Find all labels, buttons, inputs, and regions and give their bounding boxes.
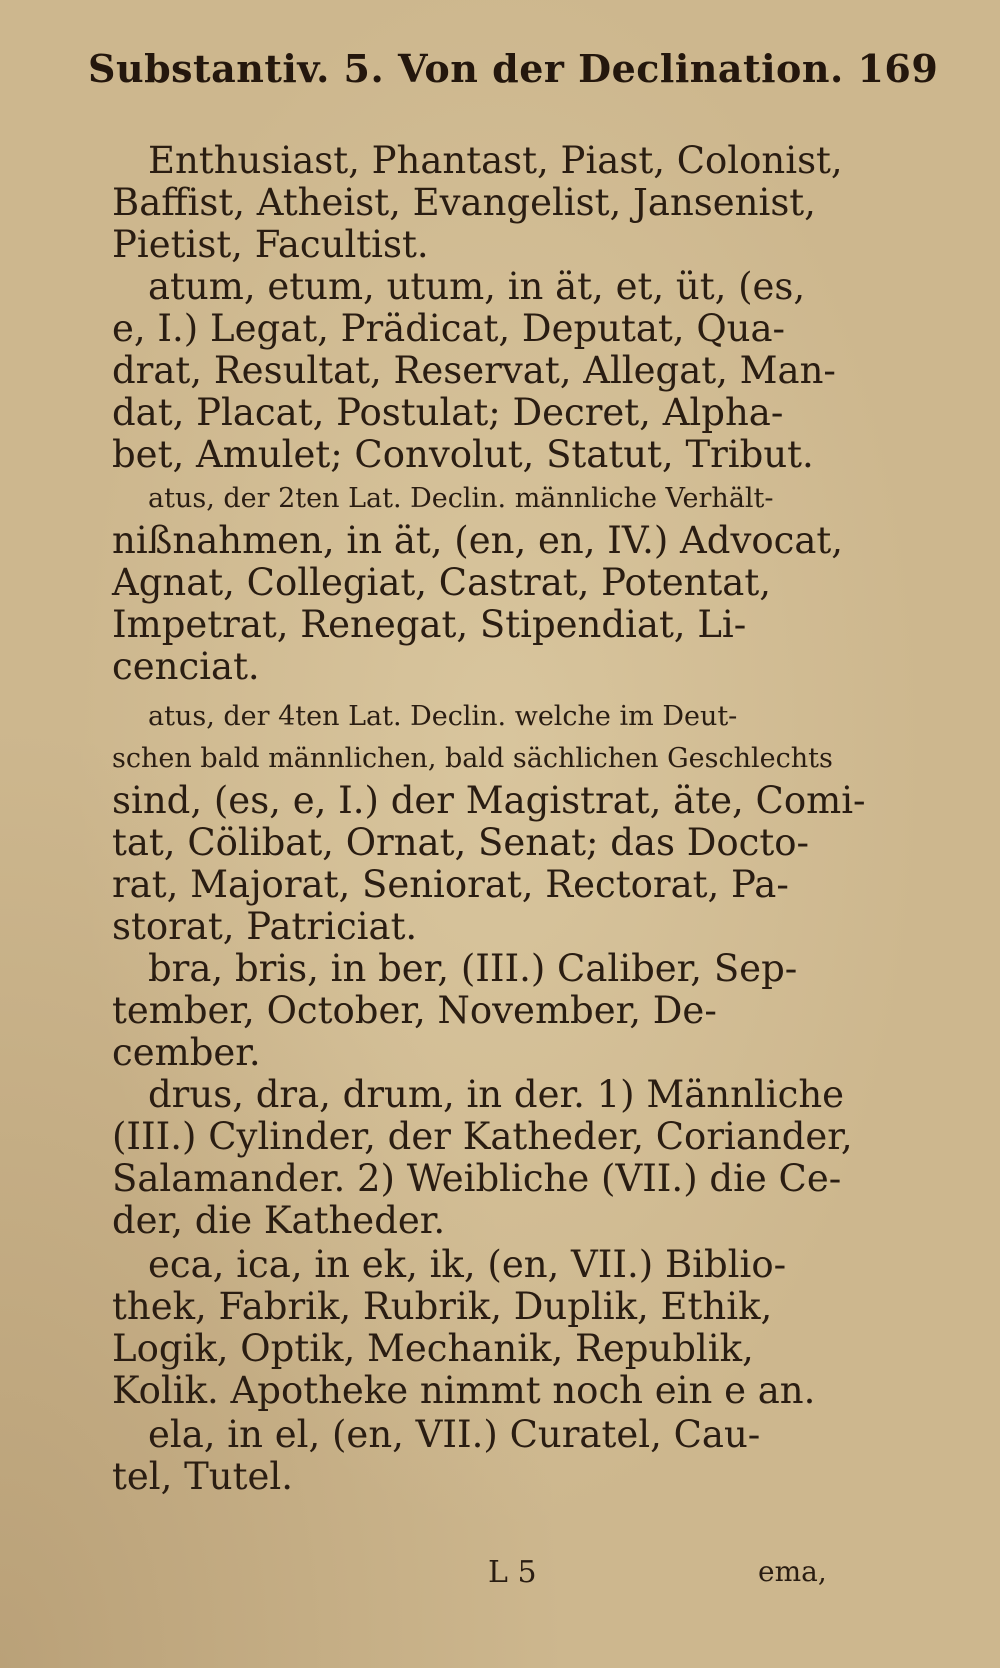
text-line: drat, Resultat, Reservat, Allegat, Man- xyxy=(112,349,836,392)
section-eca xyxy=(112,1244,852,1412)
text-line: dat, Placat, Postulat; Decret, Alpha- xyxy=(112,391,784,434)
text-line: nißnahmen, in ät, (en, en, IV.) Advocat, xyxy=(112,519,844,562)
section-ela xyxy=(112,1414,852,1498)
text-line: Enthusiast, Phantast, Piast, Colonist, xyxy=(148,139,843,182)
section-atum xyxy=(112,266,852,476)
text-line: eca, ica, in ek, ik, (en, VII.) Biblio- xyxy=(148,1243,787,1286)
text-line: e, I.) Legat, Prädicat, Deputat, Qua- xyxy=(112,307,786,350)
text-line: Kolik. Apotheke nimmt noch ein e an. xyxy=(112,1369,816,1412)
text-line: thek, Fabrik, Rubrik, Duplik, Ethik, xyxy=(112,1285,773,1328)
text-line: tember, October, November, De- xyxy=(112,989,717,1032)
section-bra xyxy=(112,948,852,1074)
text-line: ela, in el, (en, VII.) Curatel, Cau- xyxy=(148,1413,761,1456)
section-ist xyxy=(112,140,852,266)
text-line: drus, dra, drum, in der. 1) Männliche xyxy=(148,1073,845,1116)
text-line: tel, Tutel. xyxy=(112,1455,293,1498)
text-line: Impetrat, Renegat, Stipendiat, Li- xyxy=(112,603,747,646)
page-footer xyxy=(0,1555,1000,1599)
signature-mark: L 5 xyxy=(488,1555,537,1590)
text-line: atum, etum, utum, in ät, et, üt, (es, xyxy=(148,265,806,308)
text-line: Logik, Optik, Mechanik, Republik, xyxy=(112,1327,754,1370)
text-line: Agnat, Collegiat, Castrat, Potentat, xyxy=(112,561,771,604)
text-line: storat, Patriciat. xyxy=(112,905,418,948)
text-line: atus, der 2ten Lat. Declin. männliche Verhält- xyxy=(148,483,774,514)
text-line: bet, Amulet; Convolut, Statut, Tribut. xyxy=(112,433,814,476)
text-line: cenciat. xyxy=(112,645,260,688)
catchword: ema, xyxy=(758,1555,827,1588)
text-line: Pietist, Facultist. xyxy=(112,223,429,266)
text-line: bra, bris, in ber, (III.) Caliber, Sep- xyxy=(148,947,798,990)
section-atus-2 xyxy=(112,478,852,688)
section-atus-4 xyxy=(112,696,866,948)
text-line: schen bald männlichen, bald sächlichen Geschlechts xyxy=(112,743,833,774)
text-line: tat, Cölibat, Ornat, Senat; das Docto- xyxy=(112,821,810,864)
text-line: (III.) Cylinder, der Katheder, Coriander, xyxy=(112,1115,853,1158)
text-line: der, die Katheder. xyxy=(112,1199,446,1242)
section-drus xyxy=(112,1074,852,1242)
text-line: atus, der 4ten Lat. Declin. welche im Deut- xyxy=(148,701,738,732)
text-line: sind, (es, e, I.) der Magistrat, äte, Comi- xyxy=(112,779,866,822)
text-line: cember. xyxy=(112,1031,261,1074)
text-line: Baffist, Atheist, Evangelist, Jansenist, xyxy=(112,181,816,224)
text-line: rat, Majorat, Seniorat, Rectorat, Pa- xyxy=(112,863,789,906)
text-line: Salamander. 2) Weibliche (VII.) die Ce- xyxy=(112,1157,842,1200)
running-header: Substantiv. 5. Von der Declination. 169 xyxy=(88,46,939,91)
